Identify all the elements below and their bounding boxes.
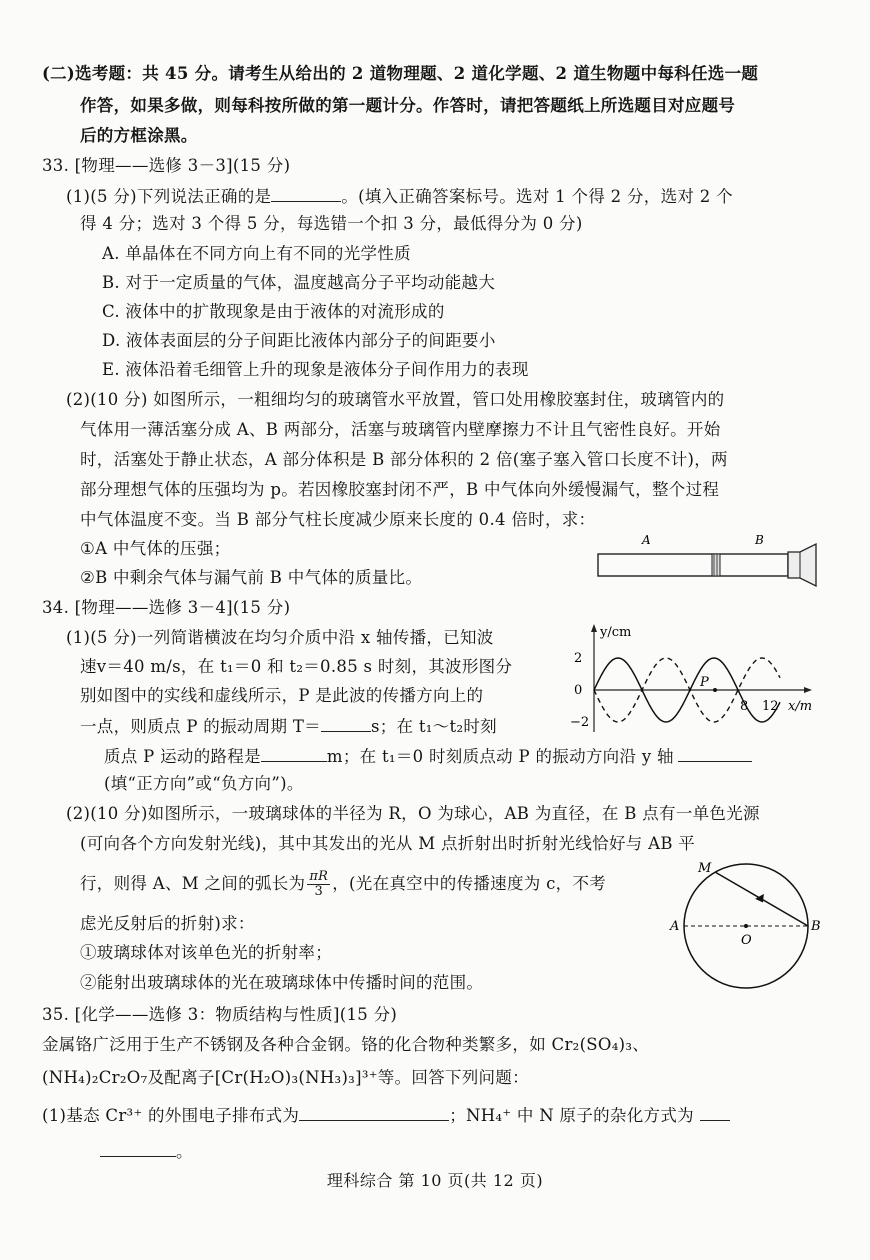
q34-direction-blank[interactable] <box>678 743 752 762</box>
q35-hybrid-blank-part1[interactable] <box>700 1102 730 1121</box>
q33-part1-line1: (1)(5 分)下列说法正确的是 。(填入正确答案标号。选对 1 个得 2 分，选对 2 个 <box>66 183 733 209</box>
q33-part2-line5: 中气体温度不变。当 B 部分气柱长度减少原来长度的 0.4 倍时，求： <box>80 510 596 529</box>
x-tick-8: 8 <box>740 699 749 714</box>
page-footer: 理科综合 第 10 页(共 12 页) <box>326 1171 544 1190</box>
glass-sphere-figure <box>668 856 828 996</box>
q34-part1-line3: 别如图中的实线和虚线所示，P 是此波的传播方向上的 <box>80 686 484 705</box>
y-tick-pos: 2 <box>574 651 583 666</box>
label-o: O <box>741 933 752 948</box>
q33-part2-sub2: ②B 中剩余气体与漏气前 B 中气体的质量比。 <box>80 568 423 587</box>
q33-option-c: C. 液体中的扩散现象是由于液体的对流形成的 <box>102 302 445 321</box>
q34-part2-line1: (2)(10 分)如图所示，一玻璃球体的半径为 R，O 为球心，AB 为直径，在 B 点有一单色光源 <box>66 804 760 823</box>
q33-header: 33. [物理——选修 3－3](15 分) <box>42 156 291 175</box>
q33-option-a: A. 单晶体在不同方向上有不同的光学性质 <box>102 244 411 263</box>
label-a: A <box>670 919 680 934</box>
q34-part1-line4: 一点，则质点 P 的振动周期 T＝ s；在 t₁～t₂时刻 <box>80 713 497 739</box>
q34-part2-line2: (可向各个方向发射光线)，其中其发出的光从 M 点折射出时折射光线恰好与 AB 平 <box>80 834 696 853</box>
center-o <box>744 924 748 928</box>
rubber-stopper <box>788 544 816 586</box>
q33-option-e: E. 液体沿着毛细管上升的现象是液体分子间作用力的表现 <box>102 360 529 379</box>
tube-label-a: A <box>642 533 651 547</box>
x-tick-12: 12 <box>762 699 779 714</box>
q34-header: 34. [物理——选修 3－4](15 分) <box>42 598 291 617</box>
q33-option-b: B. 对于一定质量的气体，温度越高分子平均动能越大 <box>102 273 496 292</box>
q35-hybrid-blank-part2[interactable] <box>100 1138 176 1157</box>
q34-period-blank[interactable] <box>321 713 371 732</box>
q34-part2-sub2: ②能射出玻璃球体的光在玻璃球体中传播时间的范围。 <box>80 973 484 992</box>
q35-part1-line2: 。 <box>100 1138 193 1164</box>
q33-answer-blank[interactable] <box>271 183 341 202</box>
y-tick-zero: 0 <box>574 683 583 698</box>
q35-header: 35. [化学——选修 3：物质结构与性质](15 分) <box>42 1005 398 1024</box>
label-m: M <box>698 861 712 876</box>
q34-part2-sub1: ①玻璃球体对该单色光的折射率； <box>80 943 332 962</box>
point-p <box>713 688 717 692</box>
q35-intro-line1: 金属铬广泛用于生产不锈钢及各种合金钢。铬的化合物种类繁多，如 Cr₂(SO₄)₃、 <box>42 1035 650 1054</box>
q35-part1-line1: (1)基态 Cr³⁺ 的外围电子排布式为 ；NH₄⁺ 中 N 原子的杂化方式为 <box>42 1102 730 1128</box>
glass-tube <box>598 554 788 576</box>
wave-graph <box>570 622 820 738</box>
q33-part2-line4: 部分理想气体的压强均为 p。若因橡胶塞封闭不严，B 中气体向外缓慢漏气，整个过程 <box>80 480 720 499</box>
q33-part2-sub1: ①A 中气体的压强； <box>80 539 231 558</box>
x-axis-label: x/m <box>788 699 813 714</box>
q34-part2-line3: 行，则得 A、M 之间的弧长为 $\frac{\pi R}{3}$ ，(光在真空中的传播速度为 c，不考 <box>80 869 607 899</box>
glass-tube-figure <box>590 532 830 588</box>
q34-part1-line1: (1)(5 分)一列简谐横波在均匀介质中沿 x 轴传播，已知波 <box>66 628 494 647</box>
label-b: B <box>811 919 821 934</box>
point-p-label: P <box>700 675 709 690</box>
q33-option-d: D. 液体表面层的分子间距比液体内部分子的间距要小 <box>102 331 496 350</box>
tube-label-b: B <box>755 533 764 547</box>
q35-config-blank[interactable] <box>299 1102 449 1121</box>
section-intro-line2: 作答，如果多做，则每科按所做的第一题计分。作答时，请把答题纸上所选题目对应题号 <box>80 96 736 115</box>
q34-part1-line6: (填“正方向”或“负方向”)。 <box>104 774 304 793</box>
q34-part2-line4: 虑光反射后的折射)求： <box>80 914 255 933</box>
q33-part2-line2: 气体用一薄活塞分成 A、B 两部分，活塞与玻璃管内壁摩擦力不计且气密性良好。开始 <box>80 420 721 439</box>
y-axis-label: y/cm <box>600 625 632 640</box>
q33-part1-line2: 得 4 分；选对 3 个得 5 分，每选错一个扣 3 分，最低得分为 0 分) <box>80 214 583 233</box>
q34-part1-line5: 质点 P 运动的路程是 m；在 t₁＝0 时刻质点动 P 的振动方向沿 y 轴 <box>104 743 752 769</box>
arc-length-fraction: $\frac{\pi R}{3}$ <box>309 869 329 899</box>
y-tick-neg: −2 <box>570 715 590 730</box>
q33-part2-line3: 时，活塞处于静止状态，A 部分体积是 B 部分体积的 2 倍(塞子塞入管口长度不计)，两 <box>80 450 728 469</box>
section-intro-line1: (二)选考题：共 45 分。请考生从给出的 2 道物理题、2 道化学题、2 道生物题中每科任选一题 <box>42 64 759 83</box>
piston <box>712 554 720 576</box>
q34-part1-line2: 速v＝40 m/s，在 t₁＝0 和 t₂＝0.85 s 时刻，其波形图分 <box>80 657 513 676</box>
q35-intro-line2: (NH₄)₂Cr₂O₇及配离子[Cr(H₂O)₃(NH₃)₃]³⁺等。回答下列问题： <box>42 1068 529 1087</box>
section-intro-line3: 后的方框涂黑。 <box>80 126 198 145</box>
q34-distance-blank[interactable] <box>261 743 327 762</box>
q33-part2-line1: (2)(10 分) 如图所示，一粗细均匀的玻璃管水平放置，管口处用橡胶塞封住，玻璃管内的 <box>66 390 725 409</box>
